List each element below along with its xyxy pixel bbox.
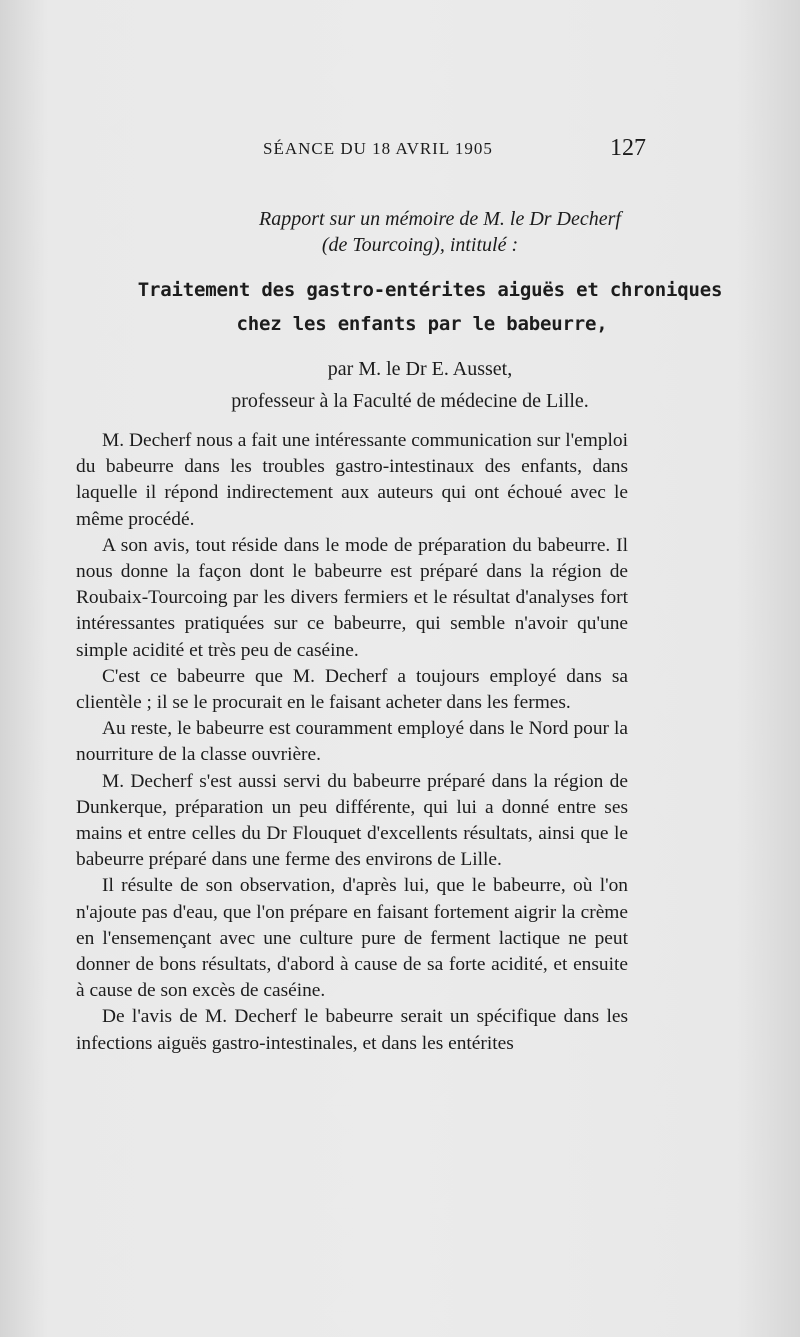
article-title-line-1: Traitement des gastro-entérites aiguës et chroniques [137, 279, 723, 301]
author-affiliation: professeur à la Faculté de médecine de Lille. [231, 390, 589, 412]
author-line: par M. le Dr E. Ausset, [327, 358, 513, 380]
running-header [78, 135, 648, 165]
report-heading-line-2: (de Tourcoing), intitulé : [321, 234, 519, 256]
paragraph: A son avis, tout réside dans le mode de préparation du babeurre. Il nous donne la façon dont le babeurre est préparé dans la région de Roubaix-Tourcoing par les divers fermiers et le résultat d'analyses fort intéressantes pratiquées sur ce babeurre, qui semble n'avoir qu'une simple acidité et très peu de caséine. [76, 534, 628, 661]
paragraph: Il résulte de son observation, d'après lui, que le babeurre, où l'on n'ajoute pas d'eau, que l'on prépare en faisant fortement aigrir la crème en l'ensemençant avec une culture pure de ferment lactique ne peut donner de bons résultats, d'abord à cause de sa forte acidité, et ensuite à cause de son excès de caséine. [76, 875, 628, 1002]
running-title: SÉANCE DU 18 AVRIL 1905 [263, 139, 493, 158]
page-number: 127 [610, 135, 646, 161]
paragraph: Au reste, le babeurre est couramment employé dans le Nord pour la nourriture de la classe ouvrière. [76, 718, 628, 766]
paragraph: M. Decherf s'est aussi servi du babeurre préparé dans la région de Dunkerque, préparation un peu différente, qui lui a donné entre ses mains et entre celles du Dr Flouquet d'excellents résultats, ainsi que le babeurre préparé dans une ferme des environs de Lille. [76, 770, 628, 871]
paragraph: C'est ce babeurre que M. Decherf a toujours employé dans sa clientèle ; il se le procurait en le faisant acheter dans les fermes. [76, 665, 628, 714]
report-heading-line-1: Rapport sur un mémoire de M. le Dr Decherf [259, 208, 621, 230]
paragraph: De l'avis de M. Decherf le babeurre serait un spécifique dans les infections aiguës gastro-intestinales, et dans les entérites [76, 1006, 628, 1054]
body-text [76, 428, 628, 1057]
paragraph: M. Decherf nous a fait une intéressante communication sur l'emploi du babeurre dans les troubles gastro-intestinaux des enfants, dans laquelle il répond indirectement aux auteurs qui ont échoué avec le même procédé. [76, 430, 628, 530]
article-title-line-2: chez les enfants par le babeurre, [236, 313, 608, 335]
